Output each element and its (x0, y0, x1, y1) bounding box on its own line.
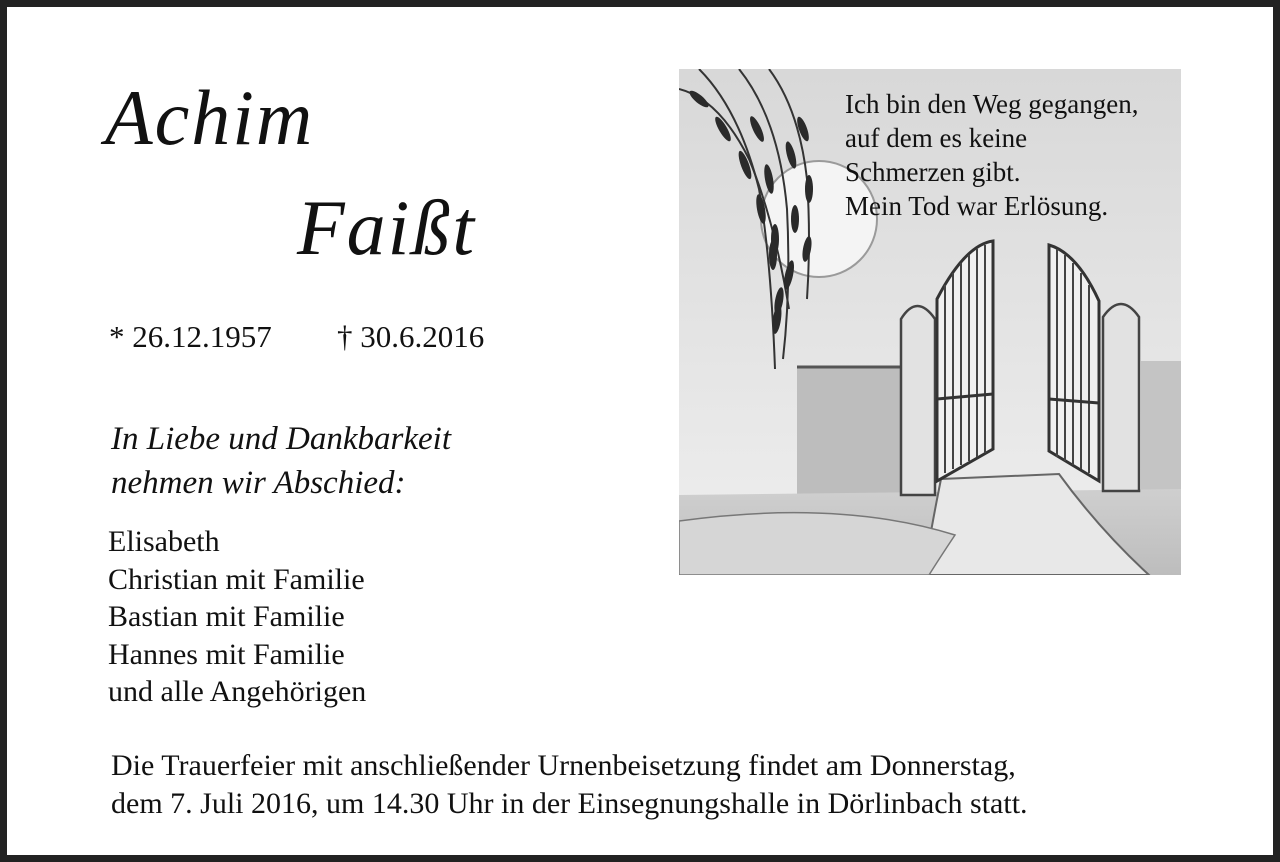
last-name: Faißt (297, 184, 476, 271)
quote-line: Schmerzen gibt. (845, 157, 1021, 187)
death-date: † 30.6.2016 (337, 319, 485, 354)
mourner: Bastian mit Familie (108, 600, 345, 633)
farewell-line: In Liebe und Dankbarkeit (111, 421, 452, 457)
service-line: dem 7. Juli 2016, um 14.30 Uhr in der Einsegnungshalle in Dörlinbach statt. (111, 787, 1028, 820)
quote-line: Mein Tod war Erlösung. (845, 191, 1109, 221)
mourner: Elisabeth (108, 525, 220, 558)
funeral-service-notice (111, 747, 1028, 823)
first-name: Achim (105, 74, 315, 161)
quote-line: Ich bin den Weg gegangen, (845, 89, 1139, 119)
farewell-text (111, 417, 451, 505)
birth-date: * 26.12.1957 (109, 319, 272, 354)
mourners-list (108, 523, 366, 711)
mourner: und alle Angehörigen (108, 675, 367, 708)
quote-text (845, 87, 1138, 223)
mourner: Hannes mit Familie (108, 637, 345, 671)
mourner: Christian mit Familie (108, 562, 365, 596)
quote-line: auf dem es keine (845, 123, 1028, 153)
service-line: Die Trauerfeier mit anschließender Urnenbeisetzung findet am Donnerstag, (111, 749, 1016, 782)
farewell-line: nehmen wir Abschied: (111, 465, 406, 501)
